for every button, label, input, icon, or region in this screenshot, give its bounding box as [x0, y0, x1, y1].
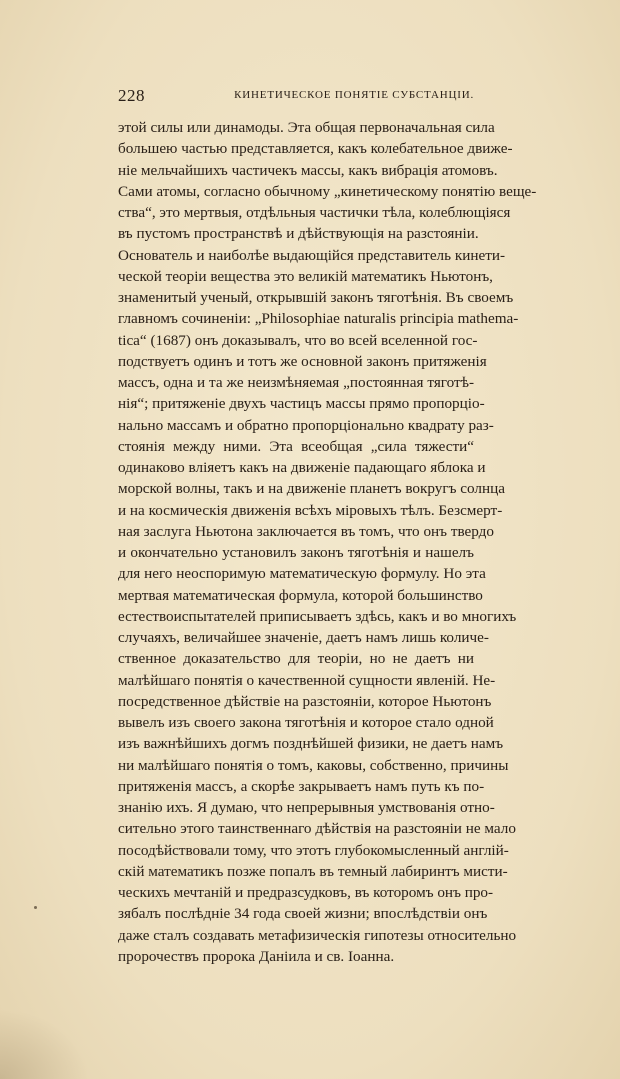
- text-line: даже сталъ создавать метафизическія гипотезы относительно: [118, 926, 517, 944]
- text-line: ческихъ мечтаній и предразсудковъ, въ которомъ онъ про-: [118, 884, 494, 901]
- text-line: пророчествъ пророка Даніила и св. Іоанна.: [118, 947, 395, 965]
- text-line: ческой теоріи вещества это великій математикъ Ньютонъ,: [118, 267, 493, 285]
- text-line: и на космическія движенія всѣхъ міровыхъ тѣлъ. Безсмерт-: [118, 501, 503, 519]
- text-line: мертвая математическая формула, которой большинство: [118, 586, 483, 604]
- page-number: 228: [118, 86, 145, 105]
- margin-speck: [34, 906, 37, 909]
- page-header: [118, 86, 474, 108]
- body-text: [118, 117, 537, 967]
- text-line: ственное доказательство для теоріи, но не даетъ ни: [118, 650, 474, 668]
- text-line: зябалъ послѣдніе 34 года своей жизни; впослѣдствіи онъ: [118, 905, 488, 923]
- text-line: ная заслуга Ньютона заключается въ томъ, что онъ твердо: [118, 522, 494, 540]
- text-line: случаяхъ, величайшее значеніе, даетъ намъ лишь количе-: [118, 629, 489, 646]
- text-line: ніе мельчайшихъ частичекъ массы, какъ вибрація атомовъ.: [118, 161, 498, 179]
- text-line: сительно этого таинственнаго дѣйствія на разстояніи не мало: [118, 820, 516, 838]
- text-line: tica“ (1687) онъ доказывалъ, что во всей вселенной гос-: [118, 331, 478, 349]
- text-line: малѣйшаго понятія о качественной сущности явленій. Не-: [118, 671, 496, 689]
- text-line: нально массамъ и обратно пропорціонально квадрату раз-: [118, 416, 494, 434]
- text-line: ства“, это мертвыя, отдѣльныя частички тѣла, колеблющіяся: [118, 204, 511, 221]
- text-line: ни малѣйшаго понятія о томъ, каковы, собственно, причины: [118, 756, 509, 774]
- running-title: КИНЕТИЧЕСКОЕ ПОНЯТІЕ СУБСТАНЦІИ.: [234, 89, 474, 101]
- text-line: Основатель и наиболѣе выдающійся представитель кинети-: [118, 246, 506, 264]
- text-line: массъ, одна и та же неизмѣняемая „постоянная тяготѣ-: [118, 374, 474, 391]
- text-line: вывелъ изъ своего закона тяготѣнія и которое стало одной: [118, 714, 494, 731]
- text-line: притяженія массъ, а скорѣе закрываетъ намъ путь къ по-: [118, 777, 485, 795]
- text-line: и окончательно установилъ законъ тяготѣнія и нашелъ: [118, 544, 474, 561]
- text-line: посредственное дѣйствіе на разстояніи, которое Ньютонъ: [118, 692, 492, 710]
- text-line: знаменитый ученый, открывшій законъ тяготѣнія. Въ своемъ: [118, 289, 514, 306]
- text-line: знанію ихъ. Я думаю, что непрерывныя умствованія отно-: [118, 799, 495, 816]
- text-line: Сами атомы, согласно обычному „кинетическому понятію веще-: [118, 182, 537, 200]
- text-line: большею частью представляется, какъ колебательное движе-: [118, 140, 513, 158]
- text-line: главномъ сочиненіи: „Philosophiae naturalis principia mathema-: [118, 310, 519, 328]
- text-line: скій математикъ позже попалъ въ темный лабиринтъ мисти-: [118, 862, 508, 880]
- text-line: посодѣйствовали тому, что этотъ глубокомысленный англій-: [118, 841, 509, 859]
- text-line: морской волны, такъ и на движеніе планетъ вокругъ солнца: [118, 480, 505, 498]
- text-line: изъ важнѣйшихъ догмъ позднѣйшей физики, не даетъ намъ: [118, 735, 504, 753]
- text-line: въ пустомъ пространствѣ и дѣйствующія на разстояніи.: [118, 225, 479, 243]
- text-line: естествоиспытателей приписываетъ здѣсь, какъ и во многихъ: [118, 607, 517, 625]
- text-line: одинаково вліяетъ какъ на движеніе падающаго яблока и: [118, 459, 486, 476]
- text-line: стоянія между ними. Эта всеобщая „сила тяжести“: [118, 437, 474, 455]
- page-stain: [0, 1009, 90, 1079]
- text-line: нія“; притяженіе двухъ частицъ массы прямо пропорціо-: [118, 395, 485, 413]
- text-line: этой силы или динамоды. Эта общая первоначальная сила: [118, 119, 495, 136]
- text-line: для него неоспоримую математическую формулу. Но эта: [118, 565, 486, 583]
- text-line: подствуетъ одинъ и тотъ же основной законъ притяженія: [118, 352, 487, 370]
